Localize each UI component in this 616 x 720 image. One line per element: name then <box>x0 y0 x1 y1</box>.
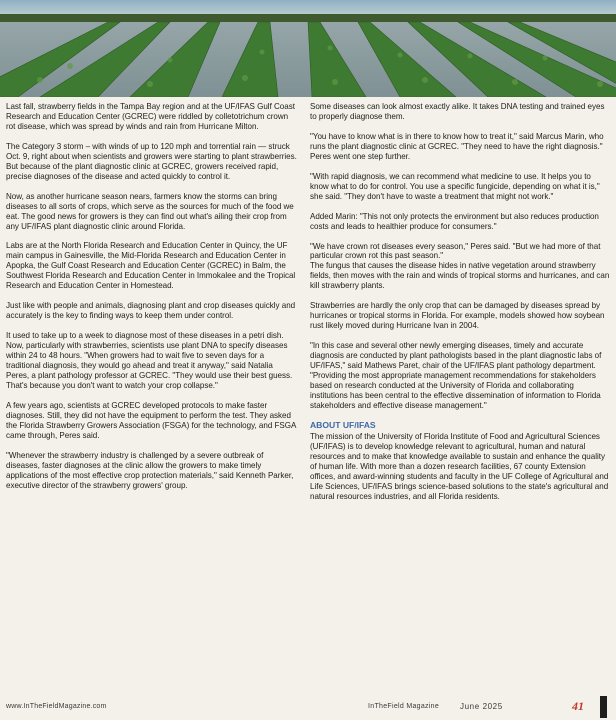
strawberry-field-photo <box>0 0 616 97</box>
paragraph: Just like with people and animals, diagnosing plant and crop diseases quickly and accurately is the key to finding ways to keep them under control. <box>6 301 296 321</box>
paragraph: Strawberries are hardly the only crop that can be damaged by diseases spread by hurricanes or tropical storms in Florida. For example, models showed how soybean rust likely moved during Hurricane Ivan in 2004. <box>310 301 605 331</box>
paragraph: Now, as another hurricane season nears, farmers know the storms can bring diseases to all sorts of crops, which serve as the sources for much of the food we eat. The good news for growers is they can find out what's ailing their crop from any UF/IFAS plant diagnostic clinic around Florida. <box>6 191 294 231</box>
page-number: 41 <box>572 699 584 713</box>
paragraph: Labs are at the North Florida Research and Education Center in Quincy, the UF main campus in Gainesville, the Mid-Florida Research and Education Center in Apopka, the Gulf Coast Research and Education Center (GCREC) in Balm, the Southwest Florida Research and Education Center in Immokalee and the Tropical Research and Education Center in Homestead. <box>6 241 296 291</box>
footer-url[interactable]: www.InTheFieldMagazine.com <box>6 703 107 710</box>
paragraph: "Whenever the strawberry industry is challenged by a severe outbreak of diseases, faster diagnoses at the clinic allow the growers to make timely applications of the most effective crop protection materials," said Kenneth Parker, executive director of the strawberry growers' group. <box>6 450 294 490</box>
footer-magazine-name: InTheField Magazine <box>368 703 440 710</box>
footer-issue-date: June 2025 <box>460 702 503 711</box>
paragraph: A few years ago, scientists at GCREC developed protocols to make faster diagnoses. Still, they did not have the equipment to perform the test. They asked the Florida Strawberry Growers Association (FSGA) for the technology, and FSGA came through, Peres said. <box>6 400 296 440</box>
paragraph: Added Marin: "This not only protects the environment but also reduces production costs and leads to healthier produce for consumers." <box>310 211 599 231</box>
paragraph: Some diseases can look almost exactly alike. It takes DNA testing and trained eyes to properly diagnose them. <box>310 102 605 121</box>
page-footer <box>0 700 616 720</box>
paragraph: It used to take up to a week to diagnose most of these diseases in a petri dish. Now, particularly with strawberries, scientists use plant DNA to specify diseases within 24 to 48 hours. "When growers had to wait five to seven days for a traditional diagnosis, they would go ahead and treat it anyway," said Natalia Peres, a plant pathology professor at GCREC. "They would use their best guess. That's because you don't want to watch your crop collapse." <box>6 331 293 390</box>
article-right-column <box>310 102 610 511</box>
paragraph: The Category 3 storm – with winds of up to 120 mph and torrential rain — struck Oct. 9, right about when scientists and growers were starting to plant strawberries. But because of the plant diagnostic clinic at GCREC, growers received rapid, precise diagnoses of the disease and acted quickly to control it. <box>6 141 297 181</box>
paragraph: "With rapid diagnosis, we can recommend what medicine to use. It helps you to know what to do for control. You use a specific fungicide, depending on what it is," she said. "They don't have to waste a treatment that might not work." <box>310 171 600 201</box>
about-paragraph: The mission of the University of Florida Institute of Food and Agricultural Sciences (UF/IFAS) is to develop knowledge relevant to agricultural, human and natural resources and to make that knowledge available to sustain and enhance the quality of human life. With more than a dozen research facilities, 67 county Extension offices, and award-winning students and faculty in the UF College of Agricultural and Life Sciences, UF/IFAS brings science-based solutions to the state's agricultural and natural resources industries, and all Florida residents. <box>310 431 609 501</box>
about-heading: ABOUT UF/IFAS <box>310 419 376 430</box>
paragraph: The fungus that causes the disease hides in native vegetation around strawberry fields, then moves with the rain and winds of tropical storms and hurricanes, and can kill strawberry plants. <box>310 261 610 291</box>
paragraph: Peres went one step further. <box>310 151 411 161</box>
page-edge-bar <box>600 696 607 718</box>
paragraph: Last fall, strawberry fields in the Tampa Bay region and at the UF/IFAS Gulf Coast Research and Education Center (GCREC) were riddled by colletotrichum crown rot disease, which was spread by winds and rain from Hurricane Milton. <box>6 102 295 131</box>
paragraph: "In this case and several other newly emerging diseases, timely and accurate diagnosis are conducted by plant pathologists based in the plant diagnostic labs of UF/IFAS," said Mathews Paret, chair of the UF/IFAS plant pathology department. "Providing the most appropriate management recommendations for stakeholders based on research conducted at the University of Florida and collaborating institutions has been central to the effective dissemination of information to Florida stakeholders and effective disease management." <box>310 341 602 410</box>
paragraph: "We have crown rot diseases every season," Peres said. "But we had more of that particular crown rot this past season." <box>310 241 601 261</box>
article-left-column <box>6 102 298 501</box>
paragraph: "You have to know what is in there to know how to treat it," said Marcus Marin, who runs the plant diagnostic clinic at GCREC. "They need to have the right diagnosis." <box>310 131 604 151</box>
